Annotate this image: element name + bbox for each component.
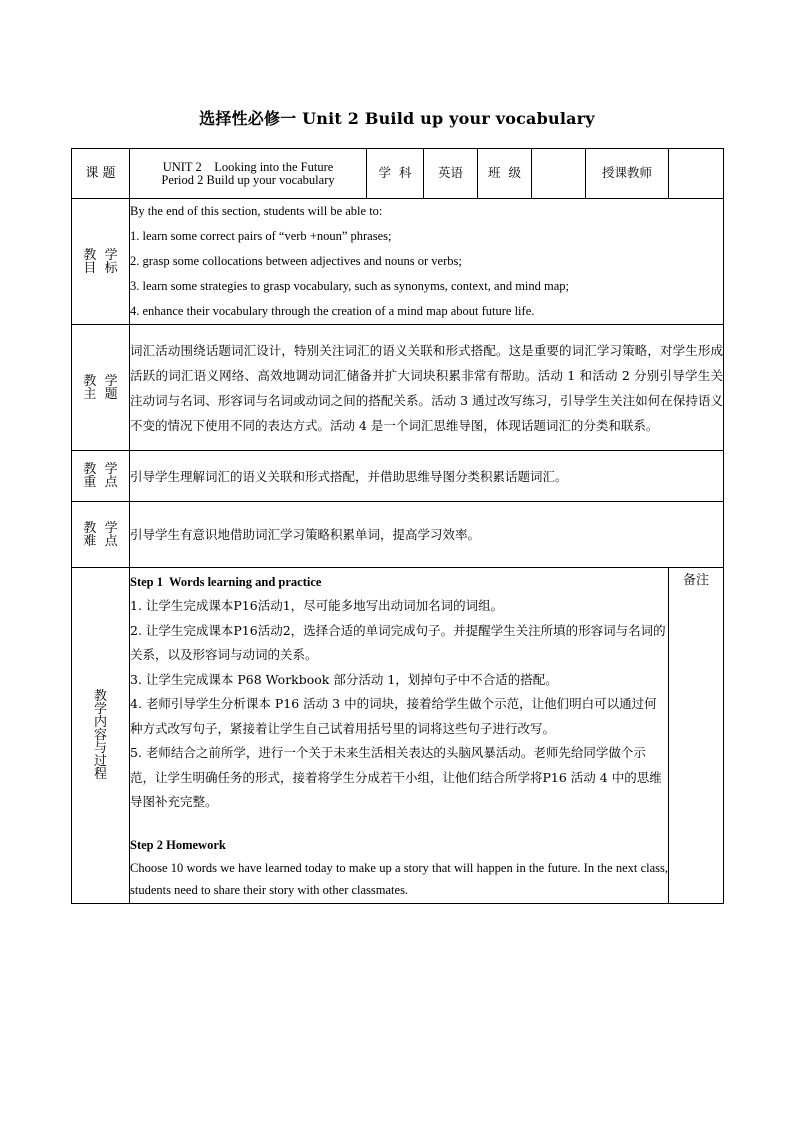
step1-title: Step 1 Words learning and practice (130, 575, 322, 589)
objective-line: 4. enhance their vocabulary through the creation of a mind map about future life. (130, 304, 535, 318)
process-label-char: 容 (93, 728, 107, 743)
header-row (72, 149, 724, 199)
theme-text: 词汇活动围绕话题词汇设计，特别关注词汇的语义关联和形式搭配。这是重要的词汇学习策略，对学生形成活跃的词汇语义网络、高效地调动词汇储备并扩大词块积累非常有帮助。活动 1 和活动 2 分别引导学生关注动词与名词、形容词与名词或动词之间的搭配关系。活动 3 通过改写练习，引导学生关注如何在保持语义不变的情况下使用不同的表达方式。活动 4 是一个词汇思维导图，体现话题词汇的分类和联系。 (130, 342, 723, 433)
step1-item: 4. 老师引导学生分析课本 P16 活动 3 中的词块，接着给学生做个示范，让他们明白可以通过何种方式改写句子，紧接着让学生自己试着用括号里的词将这些句子进行改写。 (130, 696, 657, 736)
process-row (72, 568, 724, 904)
objective-line: 3. learn some strategies to grasp vocabulary, such as synonyms, context, and mind map; (130, 279, 570, 293)
theme-label-line-2: 主 题 (83, 386, 118, 402)
class-label: 班 级 (478, 149, 532, 199)
step1-item: 2. 让学生完成课本P16活动2，选择合适的单词完成句子。并提醒学生关注所填的形容词与名词的关系，以及形容词与动词的关系。 (130, 622, 666, 662)
class-value (532, 149, 586, 199)
key-points-text: 引导学生理解词汇的语义关联和形式搭配，并借助思维导图分类积累话题词汇。 (130, 468, 568, 484)
key-points-label-line-2: 重 点 (83, 475, 118, 490)
objectives-row (72, 199, 724, 325)
objective-line: By the end of this section, students will be able to: (130, 204, 383, 218)
subject-label: 学 科 (367, 149, 424, 199)
key-points-row (72, 451, 724, 502)
lesson-plan-table (71, 148, 724, 904)
key-points-label-line-1: 教 学 (83, 462, 118, 477)
process-label-char: 教 (93, 689, 107, 704)
teacher-value (669, 149, 724, 199)
theme-label (72, 325, 130, 451)
step2-text: Choose 10 words we have learned today to make up a story that will happen in the future. In the next class, students need to share their story with other classmates. (130, 860, 668, 897)
process-label-char: 内 (93, 715, 107, 730)
difficulties-label (72, 502, 130, 568)
objectives-content (130, 199, 724, 325)
difficulties-text: 引导学生有意识地借助词汇学习策略积累单词，提高学习效率。 (130, 527, 481, 542)
objectives-label-line-1: 教 学 (83, 247, 118, 263)
subject-value: 英语 (424, 149, 478, 199)
spacer (130, 815, 668, 833)
document-title: 选择性必修一 Unit 2 Build up your vocabulary (199, 109, 595, 128)
remark-label: 备注 (669, 568, 724, 904)
topic-value (130, 149, 367, 199)
topic-line-2: Period 2 Build up your vocabulary (161, 172, 335, 187)
process-label-char: 与 (93, 741, 107, 756)
theme-row (72, 325, 724, 451)
key-points-content (130, 451, 724, 502)
difficulties-label-line-1: 教 学 (83, 520, 118, 536)
theme-label-line-1: 教 学 (83, 373, 118, 389)
process-label-char: 学 (93, 702, 107, 717)
process-content (130, 568, 669, 904)
theme-content (130, 325, 724, 451)
step1-item: 1. 让学生完成课本P16活动1，尽可能多地写出动词加名词的词组。 (130, 598, 504, 613)
difficulties-label-line-2: 难 点 (83, 533, 118, 549)
step1-item: 5. 老师结合之前所学，进行一个关于未来生活相关表达的头脑风暴活动。老师先给同学做个示范，让学生明确任务的形式，接着将学生分成若干小组，让他们结合所学将P16 活动 4 中的思维导图补充完整。 (130, 745, 662, 809)
topic-label: 课 题 (72, 149, 130, 199)
process-label-char: 程 (93, 767, 107, 782)
topic-line-1: UNIT 2 Looking into the Future (162, 160, 334, 174)
objectives-label-line-2: 目 标 (83, 260, 118, 276)
difficulties-row (72, 502, 724, 568)
key-points-label (72, 451, 130, 502)
objective-line: 2. grasp some collocations between adjectives and nouns or verbs; (130, 254, 462, 268)
objectives-label (72, 199, 130, 325)
process-label (72, 568, 130, 904)
difficulties-content (130, 502, 724, 568)
teacher-label: 授课教师 (586, 149, 669, 199)
objective-line: 1. learn some correct pairs of “verb +noun” phrases; (130, 229, 392, 243)
step2-title: Step 2 Homework (130, 837, 226, 852)
process-label-char: 过 (93, 754, 107, 769)
step1-item: 3. 让学生完成课本 P68 Workbook 部分活动 1，划掉句子中不合适的搭配。 (130, 671, 558, 687)
